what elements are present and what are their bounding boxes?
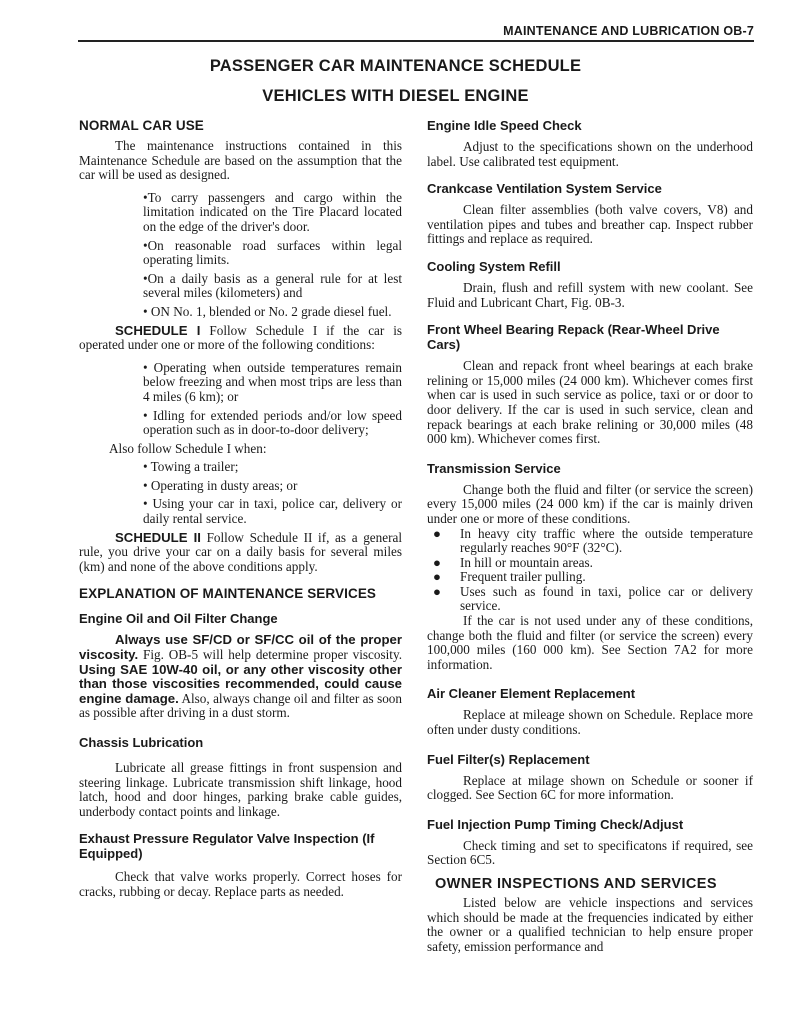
wheel-bearing-heading: Front Wheel Bearing Repack (Rear-Wheel Drive Cars) <box>427 322 720 353</box>
schedule-1-paragraph <box>79 324 402 353</box>
chassis-lubrication-heading: Chassis Lubrication <box>79 735 204 750</box>
schedule-2-label: SCHEDULE II <box>115 529 201 545</box>
transmission-bullet-text: In heavy city traffic where the outside temperature regularly reaches 90°F (32°C). <box>460 525 753 556</box>
cooling-text: Drain, flush and refill system with new coolant. See Fluid and Lubricant Chart, Fig. 0B-3. <box>427 279 753 310</box>
wheel-bearing-text: Clean and repack front wheel bearings at each brake relining or 15,000 miles (24 000 km). Whichever comes first when car is used in such service as police, taxi or or door to door delivery. If the car is used in such service, clean and repack bearings at each brake relining or 30,000 miles (48 000 km). Whichever comes first. <box>427 358 753 447</box>
idle-speed-text: Adjust to the specifications shown on the underhood label. Use calibrated test equipment. <box>427 139 753 169</box>
oil-change-paragraph <box>79 633 402 721</box>
page-subtitle: VEHICLES WITH DIESEL ENGINE <box>262 87 529 105</box>
exhaust-regulator-text: Check that valve works properly. Correct hoses for cracks, rubbing or decay. Replace parts as needed. <box>79 869 402 899</box>
bullet-dot-icon: ● <box>433 583 441 599</box>
transmission-bullet-text: In hill or mountain areas. <box>460 554 593 570</box>
normal-bullet: • ON No. 1, blended or No. 2 grade diesel fuel. <box>143 303 392 319</box>
normal-intro: The maintenance instructions contained in this Maintenance Schedule are based on the assumption that the car will be used as designed. <box>79 138 402 183</box>
transmission-bullet-text: Uses such as found in taxi, police car or delivery service. <box>460 583 753 614</box>
also-bullet: • Towing a trailer; <box>143 459 239 475</box>
schedule-1-bullet: • Idling for extended periods and/or low speed operation such as in door-to-door delivery; <box>143 407 402 438</box>
normal-bullet: •To carry passengers and cargo within the limitation indicated on the Tire Placard located on the edge of the driver's door. <box>143 189 402 234</box>
transmission-text: Change both the fluid and filter (or service the screen) every 15,000 miles (24 000 km) if the car is mainly driven under one or more of these conditions. <box>427 481 753 526</box>
crankcase-text: Clean filter assemblies (both valve covers, V8) and ventilation pipes and tubes and breather cap. Inspect rubber fittings and replace as required. <box>427 202 753 247</box>
explanation-heading: EXPLANATION OF MAINTENANCE SERVICES <box>79 586 377 602</box>
bullet-dot-icon: ● <box>433 554 441 570</box>
running-head: MAINTENANCE AND LUBRICATION OB-7 <box>78 24 754 42</box>
schedule-2-paragraph <box>79 531 402 575</box>
schedule-1-bullet: • Operating when outside temperatures remain below freezing and when most trips are less than 4 miles (6 km); or <box>143 359 402 404</box>
page-title: PASSENGER CAR MAINTENANCE SCHEDULE <box>209 57 582 75</box>
transmission-bullet <box>427 585 753 614</box>
schedule-1-label: SCHEDULE I <box>115 322 201 338</box>
also-bullet: • Operating in dusty areas; or <box>143 477 298 493</box>
oil-text-2: Also, always change oil and filter as soon as possible after driving in a dust storm. <box>79 690 402 721</box>
crankcase-heading: Crankcase Ventilation System Service <box>427 181 662 197</box>
transmission-bullet-text: Frequent trailer pulling. <box>460 569 586 585</box>
transmission-bullet <box>427 570 753 585</box>
schedule-2-text: Follow Schedule II if, as a general rule, you drive your car on a daily basis for several miles (km) and none of the above conditions apply. <box>79 529 403 574</box>
oil-warning-2: Using SAE 10W-40 oil, or any other viscosity other than those viscosities recommended, could cause engine damage. <box>79 661 402 706</box>
schedule-1-text: Follow Schedule I if the car is operated under one or more of the following conditions: <box>79 322 402 353</box>
chassis-lubrication-text: Lubricate all grease fittings in front suspension and steering linkage. Lubricate transmission shift linkage, hood latch, hood and door hinges, parking brake cable guides, underbody contact points and linkage. <box>79 760 402 819</box>
air-cleaner-heading: Air Cleaner Element Replacement <box>427 686 636 702</box>
transmission-text-2: If the car is not used under any of these conditions, change both the fluid and filter (or service the screen) every 100,000 miles (160 000 km). See Section 7A2 for more information. <box>427 613 753 672</box>
oil-change-heading: Engine Oil and Oil Filter Change <box>79 611 278 627</box>
oil-warning-1: Always use SF/CD or SF/CC oil of the proper viscosity. <box>79 632 402 663</box>
exhaust-regulator-heading: Exhaust Pressure Regulator Valve Inspection (If Equipped) <box>79 831 375 862</box>
transmission-bullet <box>427 527 753 556</box>
owner-inspections-text: Listed below are vehicle inspections and services which should be made at the frequencies indicated by either the owner or a qualified technician to help ensure proper safety, emission performance and <box>427 895 753 954</box>
pump-timing-text: Check timing and set to specificatons if required, see Section 6C5. <box>427 837 753 868</box>
oil-text-1: Fig. OB-5 will help determine proper viscosity. <box>138 647 402 663</box>
normal-bullet: •On a daily basis as a general rule for at lest several miles (kilometers) and <box>143 270 402 301</box>
also-follow-text: Also follow Schedule I when: <box>109 440 267 456</box>
pump-timing-heading: Fuel Injection Pump Timing Check/Adjust <box>427 816 684 832</box>
normal-bullet: •On reasonable road surfaces within legal operating limits. <box>143 237 402 268</box>
also-bullet: • Using your car in taxi, police car, delivery or daily rental service. <box>143 496 402 527</box>
right-column <box>427 118 753 954</box>
idle-speed-heading: Engine Idle Speed Check <box>427 118 582 133</box>
fuel-filter-text: Replace at milage shown on Schedule or sooner if clogged. See Section 6C for more information. <box>427 772 753 803</box>
fuel-filter-heading: Fuel Filter(s) Replacement <box>427 751 590 767</box>
normal-car-use-heading: NORMAL CAR USE <box>79 118 204 133</box>
bullet-dot-icon: ● <box>433 569 441 585</box>
owner-inspections-heading: OWNER INSPECTIONS AND SERVICES <box>435 876 717 892</box>
transmission-heading: Transmission Service <box>427 460 561 476</box>
bullet-dot-icon: ● <box>433 525 441 541</box>
transmission-bullet <box>427 556 753 571</box>
air-cleaner-text: Replace at mileage shown on Schedule. Replace more often under dusty conditions. <box>427 707 753 738</box>
cooling-heading: Cooling System Refill <box>427 258 561 274</box>
left-column <box>79 118 402 900</box>
